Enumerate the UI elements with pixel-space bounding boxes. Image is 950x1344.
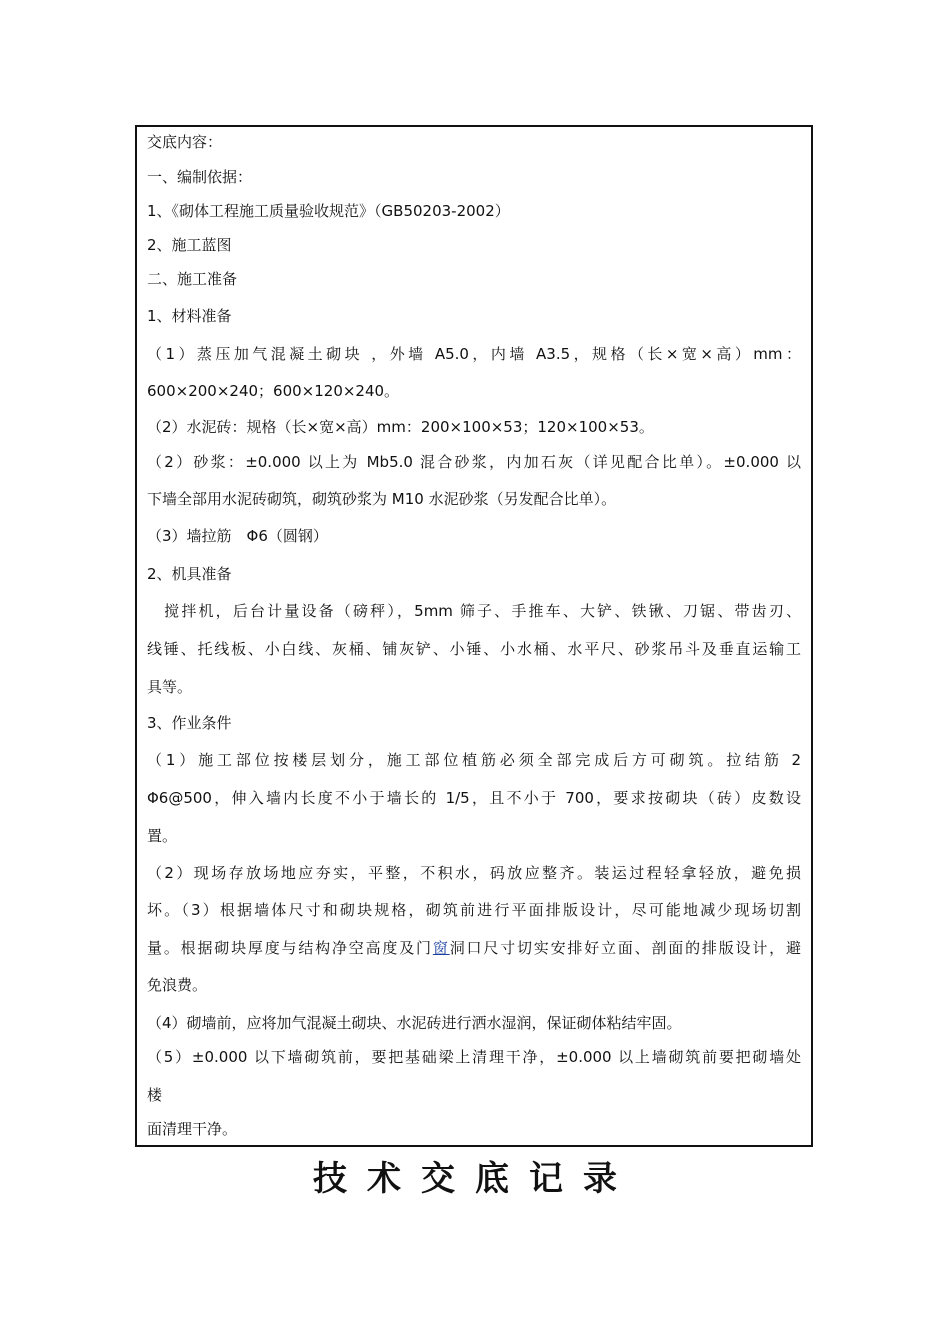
conditions-heading: 3、作业条件	[147, 714, 232, 732]
material-item-block: （1）蒸压加气混凝土砌块 ，外墙 A5.0，内墙 A3.5，规格（长×宽×高）mm：	[147, 345, 801, 363]
basis-item-1: 1、《砌体工程施工质量验收规范》（GB50203-2002）	[147, 202, 510, 220]
material-item-block-size: 600×200×240；600×120×240。	[147, 382, 400, 400]
material-item-tie-bar: （3）墙拉筋 Φ6（圆钢）	[147, 527, 328, 545]
condition-1-line-2: Φ6@500，伸入墙内长度不小于墙长的 1/5，且不小于 700，要求按砌块（砖）皮数设	[147, 789, 801, 807]
material-heading: 1、材料准备	[147, 307, 232, 325]
tools-list-1: 搅拌机，后台计量设备（磅秤），5mm 筛子、手推车、大铲、铁锹、刀锯、带齿刃、	[147, 602, 801, 620]
window-link[interactable]: 窗	[432, 939, 450, 957]
section-basis: 一、编制依据：	[147, 168, 253, 186]
condition-4: （4）砌墙前，应将加气混凝土砌块、水泥砖进行洒水湿润，保证砌体粘结牢固。	[147, 1014, 682, 1032]
disclosure-content-box	[135, 125, 813, 1147]
condition-1-line-3: 置。	[147, 827, 178, 845]
tools-list-3: 具等。	[147, 678, 193, 696]
condition-3-text-a: 量。根据砌块厚度与结构净空高度及门	[147, 939, 433, 957]
condition-3-line-2	[147, 938, 801, 958]
material-item-brick: （2）水泥砖：规格（长×宽×高）mm：200×100×53；120×100×53。	[147, 418, 654, 436]
condition-3-line-3: 免浪费。	[147, 976, 208, 994]
condition-1-line-1: （1）施工部位按楼层划分，施工部位植筋必须全部完成后方可砌筑。拉结筋 2	[147, 751, 801, 769]
section-preparation: 二、施工准备	[147, 270, 238, 288]
condition-3-line-1: 坏。（3）根据墙体尺寸和砌块规格，砌筑前进行平面排版设计，尽可能地减少现场切割	[147, 901, 801, 919]
tools-list-2: 线锤、托线板、小白线、灰桶、铺灰铲、小锤、小水桶、水平尺、砂浆吊斗及垂直运输工	[147, 640, 801, 658]
condition-5-line-2: 楼	[147, 1086, 163, 1104]
condition-5-line-1: （5）±0.000 以下墙砌筑前，要把基础梁上清理干净，±0.000 以上墙砌筑前要把砌墙处	[147, 1048, 801, 1066]
condition-3-text-b: 洞口尺寸切实安排好立面、剖面的排版设计，避	[449, 939, 801, 957]
condition-2-line-1: （2）现场存放场地应夯实，平整，不积水，码放应整齐。装运过程轻拿轻放，避免损	[147, 864, 801, 882]
condition-5-line-3: 面清理干净。	[147, 1120, 238, 1138]
content-heading: 交底内容：	[147, 133, 223, 151]
tools-heading: 2、机具准备	[147, 565, 232, 583]
material-item-mortar-cont: 下墙全部用水泥砖砌筑，砌筑砂浆为 M10 水泥砂浆（另发配合比单）。	[147, 490, 617, 508]
record-title: 技术交底记录	[313, 1159, 637, 1199]
material-item-mortar: （2）砂浆：±0.000 以上为 Mb5.0 混合砂浆，内加石灰（详见配合比单）。±0.000 以	[147, 453, 801, 471]
basis-item-2: 2、施工蓝图	[147, 236, 232, 254]
